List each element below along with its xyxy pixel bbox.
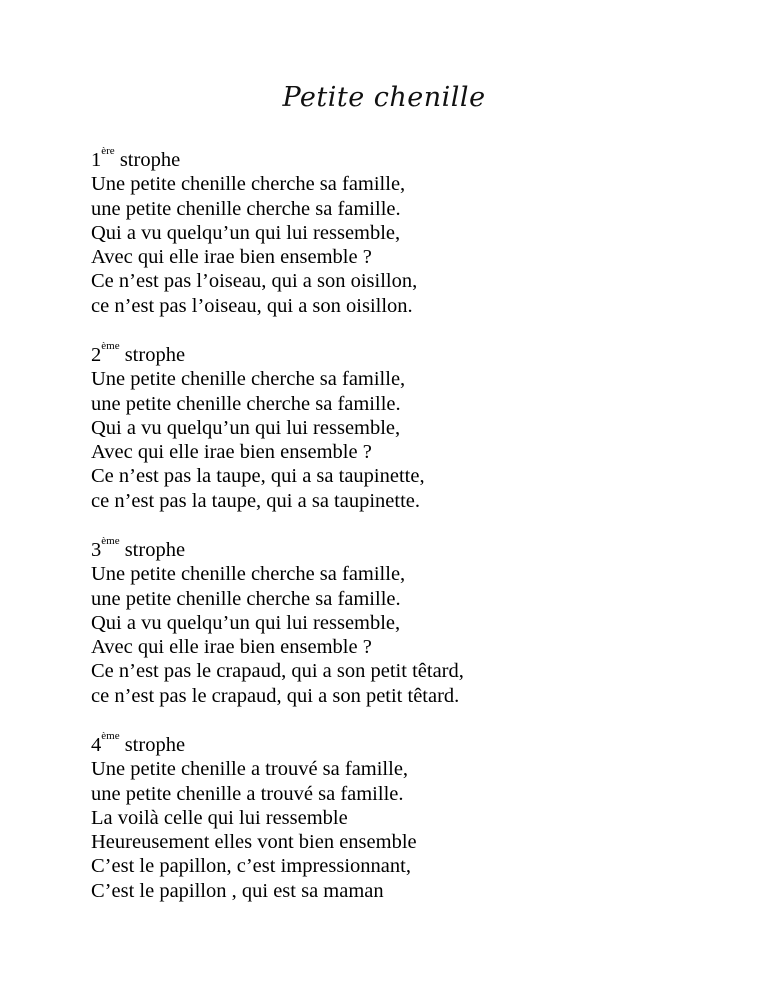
- stanza-label: strophe: [119, 344, 186, 366]
- poem-line: Ce n’est pas l’oiseau, qui a son oisillon,: [91, 270, 418, 293]
- stanza-3: [91, 535, 731, 708]
- stanza-heading: [91, 340, 731, 367]
- stanza-1: [91, 145, 731, 318]
- stanza-heading: [91, 535, 731, 562]
- poem-line: une petite chenille cherche sa famille.: [91, 587, 401, 610]
- poem-line: Qui a vu quelqu’un qui lui ressemble,: [91, 221, 401, 244]
- poem-line: une petite chenille cherche sa famille.: [91, 197, 401, 220]
- stanza-number: 3: [91, 539, 102, 561]
- stanza-ordinal-suffix: ère: [101, 145, 115, 157]
- poem-line: Avec qui elle irae bien ensemble ?: [91, 246, 372, 269]
- poem-line: Avec qui elle irae bien ensemble ?: [91, 636, 372, 659]
- poem-line: Ce n’est pas le crapaud, qui a son petit têtard,: [91, 660, 464, 683]
- poem-line: Une petite chenille cherche sa famille,: [91, 173, 406, 196]
- stanza-label: strophe: [114, 149, 181, 171]
- poem-line: une petite chenille cherche sa famille.: [91, 392, 401, 415]
- stanza-ordinal-suffix: ème: [101, 340, 120, 352]
- poem-line: Heureusement elles vont bien ensemble: [91, 831, 417, 854]
- stanza-heading: [91, 145, 731, 172]
- poem-line: une petite chenille a trouvé sa famille.: [91, 782, 404, 805]
- poem-title: Petite chenille: [282, 82, 486, 113]
- stanza-number: 1: [91, 149, 102, 171]
- poem-line: La voilà celle qui lui ressemble: [91, 806, 348, 829]
- poem-line: C’est le papillon, c’est impressionnant,: [91, 855, 411, 878]
- poem-line: Qui a vu quelqu’un qui lui ressemble,: [91, 416, 401, 439]
- poem-line: Ce n’est pas la taupe, qui a sa taupinette,: [91, 465, 425, 488]
- poem-line: Une petite chenille cherche sa famille,: [91, 563, 406, 586]
- poem-line: Une petite chenille a trouvé sa famille,: [91, 758, 409, 781]
- stanza-number: 2: [91, 344, 102, 366]
- poem-line: ce n’est pas la taupe, qui a sa taupinette.: [91, 489, 421, 512]
- poem-line: Avec qui elle irae bien ensemble ?: [91, 441, 372, 464]
- stanza-heading: [91, 730, 731, 757]
- poem-line: Qui a vu quelqu’un qui lui ressemble,: [91, 611, 401, 634]
- poem-line: ce n’est pas le crapaud, qui a son petit têtard.: [91, 684, 460, 707]
- stanza-ordinal-suffix: ème: [101, 730, 120, 742]
- poem-line: C’est le papillon , qui est sa maman: [91, 879, 384, 902]
- stanza-number: 4: [91, 734, 102, 756]
- poem-line: Une petite chenille cherche sa famille,: [91, 368, 406, 391]
- stanza-label: strophe: [119, 734, 186, 756]
- stanza-label: strophe: [119, 539, 186, 561]
- poem-line: ce n’est pas l’oiseau, qui a son oisillon.: [91, 294, 413, 317]
- stanza-2: [91, 340, 731, 513]
- stanza-ordinal-suffix: ème: [101, 535, 120, 547]
- stanza-4: [91, 730, 731, 903]
